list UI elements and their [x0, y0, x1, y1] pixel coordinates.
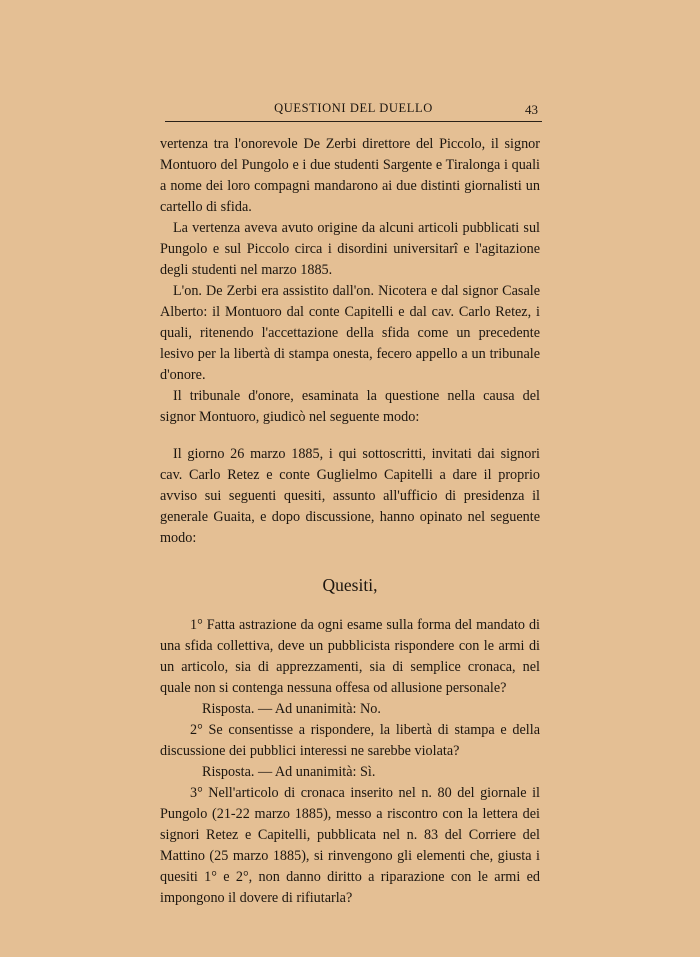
page-number: 43: [525, 102, 538, 117]
paragraph: L'on. De Zerbi era assistito dall'on. Nicotera e dal signor Casale Alberto: il Montuoro dal conte Capitelli e dal cav. Carlo Retez, i quali, ritenendo l'accettazione della sfida come un precedente lesivo per la libertà di stampa onesta, fecero appello a un tribunale d'onore.: [160, 283, 540, 383]
quesito: 1° Fatta astrazione da ogni esame sulla forma del mandato di una sfida collettiva, deve un pubblicista rispondere con le armi di un articolo, sia di apprezzamenti, sia di semplice cronaca, nel quale non si contenga nessuna offesa od allusione personale?: [160, 617, 540, 696]
running-header: [165, 101, 542, 122]
quesito: 2° Se consentisse a rispondere, la libertà di stampa e della discussione dei pubblici interessi ne sarebbe violata?: [160, 722, 540, 759]
paragraph: Il tribunale d'onore, esaminata la questione nella causa del signor Montuoro, giudicò nel seguente modo:: [160, 388, 540, 425]
paragraph: La vertenza aveva avuto origine da alcuni articoli pubblicati sul Pungolo e sul Piccolo circa i disordini universitarî e l'agitazione degli studenti nel marzo 1885.: [160, 220, 540, 278]
risposta: Risposta. — Ad unanimità: Sì.: [202, 764, 376, 780]
section-heading: Quesiti,: [322, 575, 378, 595]
quesito: 3° Nell'articolo di cronaca inserito nel n. 80 del giornale il Pungolo (21-22 marzo 1885), messo a riscontro con la lettera dei signori Retez e Capitelli, pubblicata nel n. 83 del Corriere del Mattino (25 marzo 1885), si rinvengono gli elementi che, giusta i quesiti 1° e 2°, non danno diritto a riparazione con le armi ed impongono il dovere di rifiutarla?: [160, 785, 540, 906]
paragraph: Il giorno 26 marzo 1885, i qui sottoscritti, invitati dai signori cav. Carlo Retez e conte Guglielmo Capitelli a dare il proprio avviso sui seguenti quesiti, assunto all'ufficio di presidenza il generale Guaita, e dopo discussione, hanno opinato nel seguente modo:: [160, 446, 540, 546]
risposta: Risposta. — Ad unanimità: No.: [202, 701, 381, 717]
paragraph: vertenza tra l'onorevole De Zerbi direttore del Piccolo, il signor Montuoro del Pungolo e i due studenti Sargente e Tiralonga i quali a nome dei loro compagni mandarono ai due distinti giornalisti un cartello di sfida.: [160, 136, 540, 215]
page-body: [160, 134, 540, 909]
running-title: QUESTIONI DEL DUELLO: [274, 101, 433, 115]
